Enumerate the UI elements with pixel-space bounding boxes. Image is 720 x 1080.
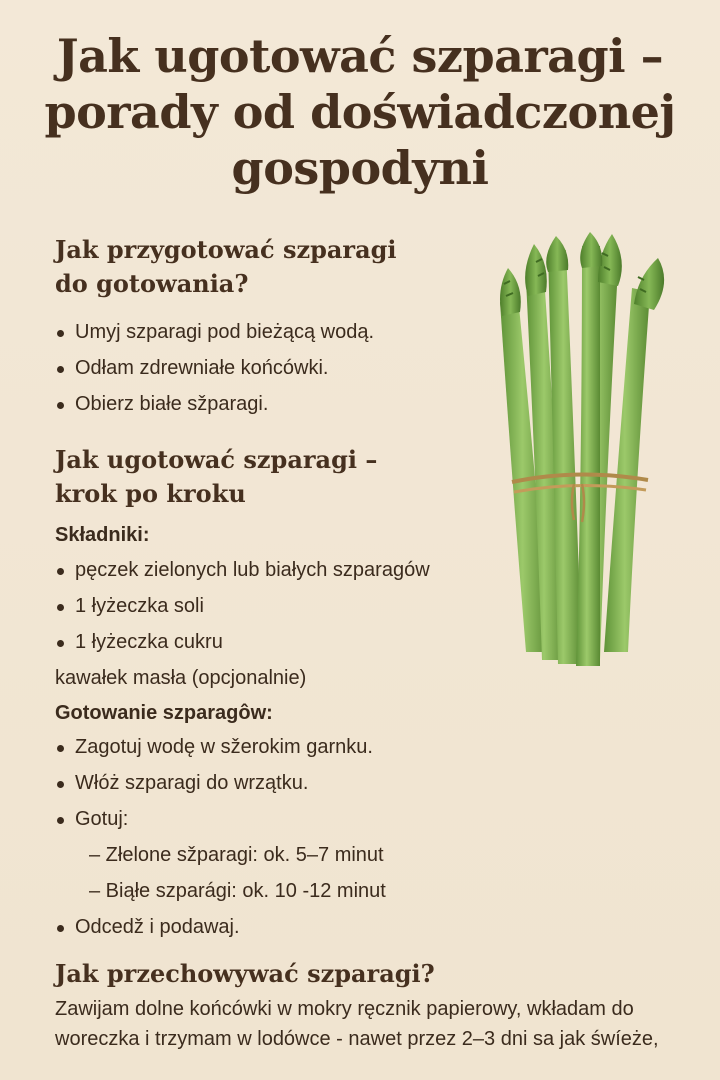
- list-item: Umyj szparagi pod bieżącą wodą.: [55, 314, 374, 350]
- list-item: pęczek zielonych lub białych szparagów: [55, 552, 430, 588]
- prep-heading-line-2: do gotowania?: [55, 269, 249, 298]
- steps-label: Gotowanie szparagôw:: [55, 702, 273, 724]
- list-item: Włóż szparagi do wrzątku.: [55, 765, 386, 801]
- asparagus-bundle-illustration: [478, 232, 678, 672]
- ingredients-list: [55, 552, 430, 696]
- cook-heading-line-1: Jak ugotować szparagi –: [55, 445, 378, 474]
- cook-heading-line-2: krok po kroku: [55, 479, 246, 508]
- list-item: – Biąłe szparági: ok. 10 -12 minut: [89, 880, 386, 902]
- list-item: Obierz białe sžparagi.: [55, 386, 374, 422]
- asparagus-stalks: [500, 246, 650, 666]
- list-item: 1 łyżeczka soli: [55, 588, 430, 624]
- prep-heading-line-1: Jak przygotować szparagi: [55, 235, 397, 264]
- cook-heading: [55, 443, 377, 511]
- prep-list: [55, 314, 374, 422]
- store-text: Zawijam dolne końcówki w mokry ręcznik papierowy, wkładam do woreczka i trzymam w lodówce - nawet przez 2–3 dni sa jak śwíeże,: [55, 998, 659, 1050]
- title-line-3: gospodyni: [231, 141, 489, 195]
- prep-heading: [55, 233, 397, 301]
- list-item: Zagotuj wodę w sžerokim garnku.: [55, 729, 386, 765]
- list-item: Odcedž i podawaj.: [55, 909, 386, 945]
- list-item: – Złelone sžparagi: ok. 5–7 minut: [89, 844, 384, 866]
- store-heading: Jak przechowywać szparagi?: [55, 959, 435, 988]
- list-item: 1 łyżeczka cukru: [55, 624, 430, 660]
- ingredients-label: Składniki:: [55, 524, 150, 546]
- steps-list: [55, 729, 386, 945]
- list-item: Gotuj:: [55, 801, 386, 837]
- page-title: [20, 28, 700, 196]
- list-item: kawałek masła (opcjonalnie): [55, 667, 307, 689]
- list-item: Odłam zdrewniałe końcówki.: [55, 350, 374, 386]
- title-line-2: porady od doświadczonej: [44, 85, 676, 139]
- title-line-1: Jak ugotować szparagi –: [56, 29, 664, 83]
